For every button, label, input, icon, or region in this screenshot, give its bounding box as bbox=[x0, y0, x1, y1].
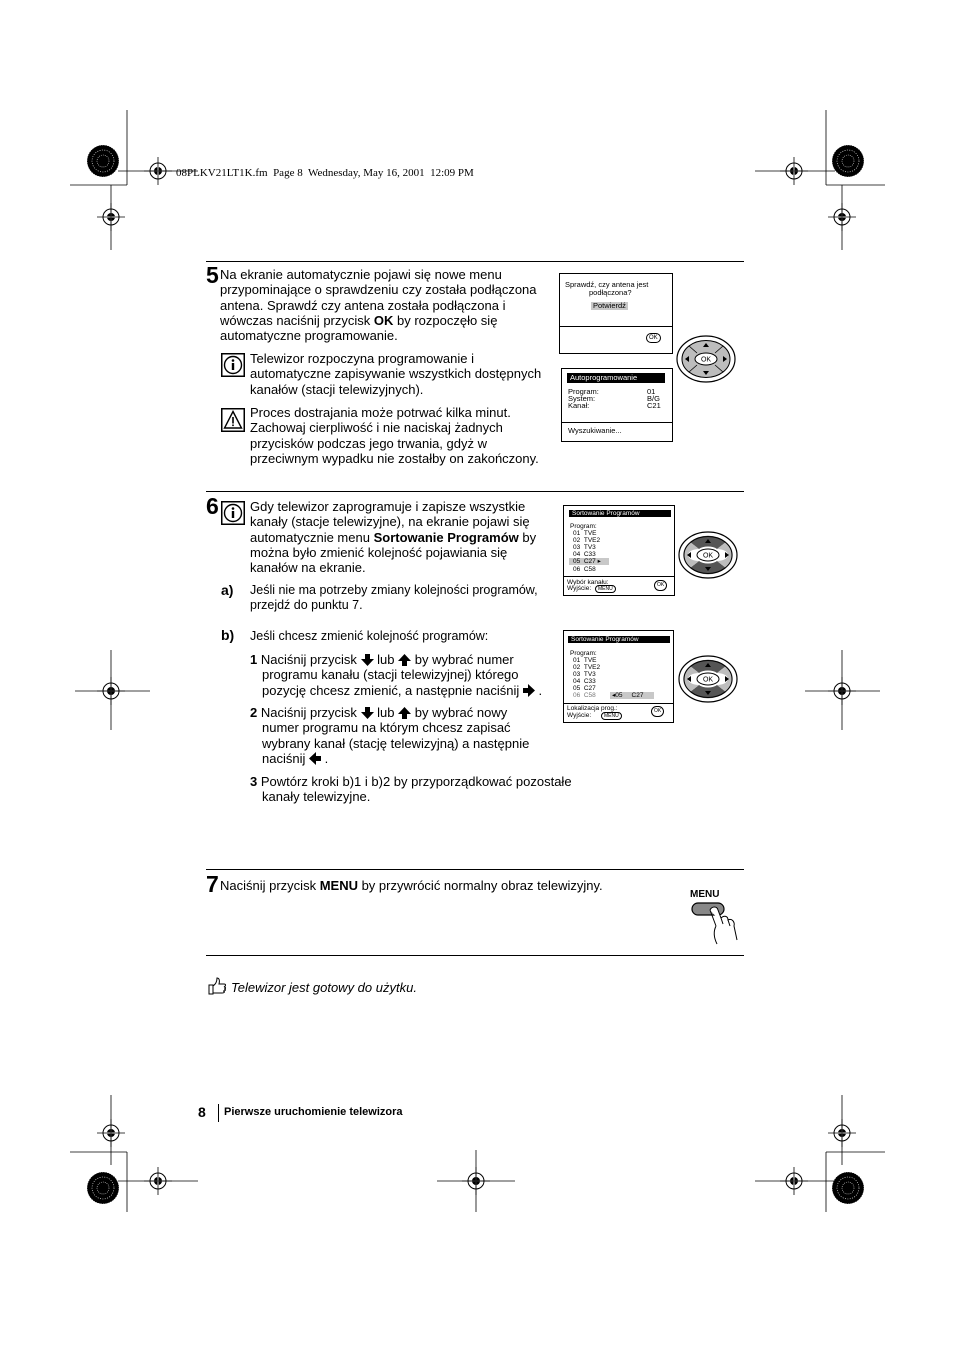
step-number: 5 bbox=[206, 262, 219, 288]
confirm-button[interactable]: Potwierdź bbox=[593, 301, 626, 310]
thumbs-up-icon bbox=[207, 976, 227, 996]
ok-badge: OK bbox=[646, 333, 661, 343]
menu-button-hand-icon[interactable] bbox=[690, 900, 742, 946]
arrow-up-icon bbox=[398, 707, 411, 719]
arrow-down-icon bbox=[361, 707, 374, 719]
file-header: 08PLKV21LT1K.fm Page 8 Wednesday, May 16, 2001 12:09 PM bbox=[176, 167, 474, 179]
svg-text:OK: OK bbox=[702, 676, 714, 684]
osd-autoprogramming: Autoprogramowanie Program: System: Kanał: 01 B/G C21 Wyszukiwanie... bbox=[561, 368, 673, 442]
info-icon bbox=[221, 501, 245, 525]
arrow-down-icon bbox=[361, 654, 374, 666]
menu-button-label: MENU bbox=[690, 889, 720, 900]
arrow-up-icon bbox=[398, 654, 411, 666]
substep-b3: 3 Powtórz kroki b)1 i b)2 by przyporządkować pozostałe kanały telewizyjne. bbox=[250, 774, 572, 805]
osd-antenna-check: Sprawdź, czy antena jest podłączona? Potwierdź OK bbox=[559, 273, 673, 354]
warning-icon bbox=[221, 408, 245, 432]
section-divider bbox=[206, 261, 744, 262]
step5-warning-note: Proces dostrajania może potrwać kilka minut. Zachowaj cierpliwość i nie naciskaj żadnych przycisków podczas jego trwania, gdyż w przeciwnym wypadku nie zostałby on zakończony. bbox=[250, 405, 539, 466]
remote-dpad-ok[interactable] bbox=[676, 334, 736, 384]
arrow-right-icon bbox=[523, 684, 535, 697]
step6-text: Gdy telewizor zaprogramuje i zapisze wszystkie kanały (stacje telewizyjne), na ekranie pojawi się automatycznie menu Sortowanie Programów by można było zmienić kolejność pojawiania się kanałów na ekranie. bbox=[250, 499, 537, 576]
section-divider bbox=[206, 869, 744, 870]
page-number: 8 bbox=[198, 1104, 206, 1120]
substep-a-label: a) bbox=[221, 582, 234, 598]
svg-text:OK: OK bbox=[700, 356, 712, 364]
footer-divider bbox=[218, 1104, 219, 1122]
section-divider bbox=[206, 491, 744, 492]
info-icon bbox=[221, 353, 245, 377]
osd-sort-programs: Sortowanie Programów Program: 01 TVE 02 TVE2 03 TV3 04 C33 05 C27 ▸ 06 C58 Wybór kanału: Wyjście: MENU OK bbox=[563, 505, 675, 596]
substep-b1: 1 Naciśnij przycisk lub by wybrać numer programu kanału (stacji telewizyjnej) którego pozycję chcesz zmienić, a następnie naciśnij . bbox=[250, 652, 543, 698]
section-divider bbox=[206, 955, 744, 956]
step5-text: Na ekranie automatycznie pojawi się nowe menu przypominające o sprawdzeniu czy została podłączona antena. Sprawdź czy antena została podłączona i wówczas naciśnij przycisk OK by rozpoczęło się automatyczne programowanie. bbox=[220, 267, 537, 344]
remote-dpad-ok[interactable] bbox=[678, 530, 738, 580]
substep-b2: 2 Naciśnij przycisk lub by wybrać nowy numer programu na którym chcesz zapisać wybrany kanał (stację telewizyjną) a następnie naciśnij . bbox=[250, 705, 530, 766]
step-number: 7 bbox=[206, 871, 219, 897]
substep-b-text: Jeśli chcesz zmienić kolejność programów: bbox=[250, 629, 489, 643]
step7-text: Naciśnij przycisk MENU by przywrócić normalny obraz telewizyjny. bbox=[220, 878, 603, 893]
ready-message: Telewizor jest gotowy do użytku. bbox=[231, 980, 417, 995]
arrow-left-icon bbox=[309, 752, 321, 765]
selected-program-row[interactable]: 05 C27 ▸ bbox=[569, 558, 609, 565]
step-number: 6 bbox=[206, 493, 219, 519]
osd-sort-programs-move: Sortowanie Programów Program: 01 TVE 02 TVE2 03 TV3 04 C33 05 C27 06 C58 ◂05 C27 Lokalizacja prog.: Wyjście: MENU OK bbox=[563, 630, 674, 723]
substep-b-label: b) bbox=[221, 627, 235, 643]
svg-text:OK: OK bbox=[702, 552, 714, 560]
step5-info-note: Telewizor rozpoczyna programowanie i automatyczne zapisywanie wszystkich dostępnych kanałów (stacji telewizyjnych). bbox=[250, 351, 542, 397]
remote-dpad-ok[interactable] bbox=[678, 654, 738, 704]
section-title: Pierwsze uruchomienie telewizora bbox=[224, 1106, 403, 1118]
moving-program-row[interactable]: ◂05 C27 bbox=[610, 692, 654, 699]
substep-a-text: Jeśli nie ma potrzeby zmiany kolejności programów, przejdź do punktu 7. bbox=[250, 583, 538, 613]
